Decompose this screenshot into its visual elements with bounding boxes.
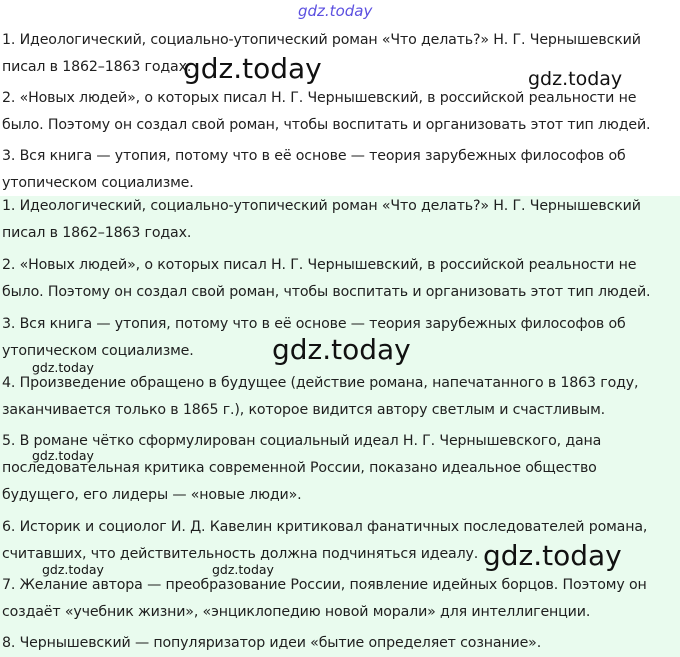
main-paragraph-7: 7. Желание автора — преобразование России, появление идейных борцов. Поэтому он создаёт «учебник жизни», «энциклопедию новой морали» для интеллигенции.: [2, 577, 647, 620]
watermark: gdz.today: [32, 448, 94, 463]
watermark: gdz.today: [528, 68, 623, 90]
watermark: gdz.today: [483, 539, 622, 572]
watermark: gdz.today: [42, 562, 104, 577]
main-paragraph-3: 3. Вся книга — утопия, потому что в её основе — теория зарубежных философов об утопическом социализме.: [2, 316, 626, 359]
main-paragraph-8: 8. Чернышевский — популяризатор идеи «бытие определяет сознание».: [2, 635, 542, 651]
watermark: gdz.today: [272, 333, 411, 366]
header-watermark: gdz.today: [298, 2, 373, 20]
watermark: gdz.today: [32, 360, 94, 375]
main-paragraph-4: 4. Произведение обращено в будущее (действие романа, напечатанного в 1863 году, заканчивается только в 1865 г.), которое видится автору светлым и счастливым.: [2, 375, 639, 418]
main-paragraph-6: 6. Историк и социолог И. Д. Кавелин критиковал фанатичных последователей романа, считавших, что действительность должна подчиняться идеалу.: [2, 519, 648, 562]
main-paragraph-2: 2. «Новых людей», о которых писал Н. Г. Чернышевский, в российской реальности не было. Поэтому он создал свой роман, чтобы воспитать и организовать этот тип людей.: [2, 257, 651, 300]
top-paragraph-2: 2. «Новых людей», о которых писал Н. Г. Чернышевский, в российской реальности не было. Поэтому он создал свой роман, чтобы воспитать и организовать этот тип людей.: [2, 90, 651, 133]
top-paragraph-1: 1. Идеологический, социально-утопический роман «Что делать?» Н. Г. Чернышевский писал в 1862–1863 годах.: [2, 32, 641, 75]
main-paragraph-1: 1. Идеологический, социально-утопический роман «Что делать?» Н. Г. Чернышевский писал в 1862–1863 годах.: [2, 198, 641, 241]
main-paragraph-5: 5. В романе чётко сформулирован социальный идеал Н. Г. Чернышевского, дана последовательная критика современной России, показано идеальное общество будущего, его лидеры — «новые люди».: [2, 433, 602, 503]
watermark: gdz.today: [212, 562, 274, 577]
top-paragraph-3: 3. Вся книга — утопия, потому что в её основе — теория зарубежных философов об утопическом социализме.: [2, 148, 626, 191]
watermark: gdz.today: [183, 52, 322, 85]
